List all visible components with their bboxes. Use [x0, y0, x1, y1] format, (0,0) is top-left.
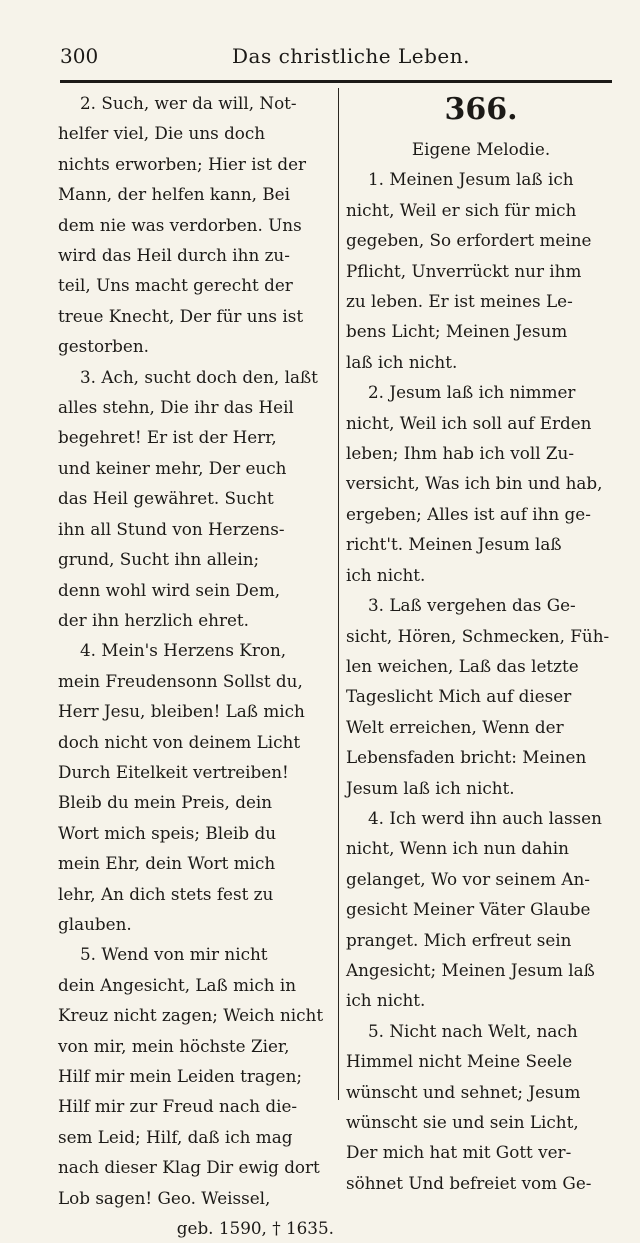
verse-line: Jesum laß ich nicht. [346, 777, 515, 798]
verse-line: alles stehn, Die ihr das Heil [58, 397, 294, 418]
stanza-3 [58, 362, 334, 636]
verse-line: leben; Ihm hab ich voll Zu- [346, 443, 575, 464]
hymn-number: 366. [444, 92, 518, 127]
verse-line: versicht, Was ich bin und hab, [346, 473, 603, 494]
verse-line: nicht, Weil er sich für mich [346, 199, 577, 220]
verse-line: Welt erreichen, Wenn der [346, 716, 564, 737]
verse-line: richt't. Meinen Jesum laß [346, 534, 562, 555]
verse-line: ich nicht. [346, 990, 426, 1011]
verse-line: zu leben. Er ist meines Le- [346, 291, 573, 312]
verse-line: len weichen, Laß das letzte [346, 655, 579, 676]
stanza-2 [58, 88, 334, 362]
verse-line: grund, Sucht ihn allein; [58, 549, 260, 570]
stanza-1 [346, 164, 616, 377]
verse-line: Wort mich speis; Bleib du [58, 822, 277, 843]
verse-line: mein Freudensonn Sollst du, [58, 670, 303, 691]
verse-line: nach dieser Klag Dir ewig dort [58, 1157, 320, 1178]
verse-line: 3. Laß vergehen das Ge- [368, 595, 576, 616]
column-divider [338, 88, 339, 1100]
verse-line: das Heil gewähret. Sucht [58, 488, 274, 509]
verse-line: sicht, Hören, Schmecken, Füh- [346, 625, 610, 646]
verse-line: 4. Ich werd ihn auch lassen [368, 807, 602, 828]
verse-line: dem nie was verdorben. Uns [58, 214, 302, 235]
verse-line: Kreuz nicht zagen; Weich nicht [58, 1005, 324, 1026]
verse-line: 5. Wend von mir nicht [80, 944, 268, 965]
verse-line: helfer viel, Die uns doch [58, 123, 266, 144]
verse-line: laß ich nicht. [346, 351, 458, 372]
verse-line: und keiner mehr, Der euch [58, 457, 287, 478]
page-header [60, 44, 612, 80]
stanza-2 [346, 377, 616, 590]
verse-line: Mann, der helfen kann, Bei [58, 184, 290, 205]
verse-line: söhnet Und befreiet vom Ge- [346, 1172, 592, 1193]
stanza-4 [346, 803, 616, 1016]
verse-line: 1. Meinen Jesum laß ich [368, 169, 574, 190]
verse-line: gegeben, So erfordert meine [346, 230, 592, 251]
author-dates: geb. 1590, † 1635. [176, 1218, 334, 1239]
verse-line: Tageslicht Mich auf dieser [346, 686, 572, 707]
running-title: Das christliche Leben. [232, 44, 470, 68]
verse-line: sem Leid; Hilf, daß ich mag [58, 1126, 293, 1147]
verse-line: ich nicht. [346, 564, 426, 585]
verse-line: gesicht Meiner Väter Glaube [346, 899, 591, 920]
verse-line: nichts erworben; Hier ist der [58, 153, 307, 174]
verse-line: nicht, Weil ich soll auf Erden [346, 412, 592, 433]
verse-line: gestorben. [58, 336, 149, 357]
verse-line: doch nicht von deinem Licht [58, 731, 301, 752]
verse-line: Bleib du mein Preis, dein [58, 792, 273, 813]
stanza-5 [58, 939, 334, 1213]
verse-line: 2. Jesum laß ich nimmer [368, 382, 576, 403]
verse-line: 2. Such, wer da will, Not- [80, 93, 297, 113]
verse-line: teil, Uns macht gerecht der [58, 275, 293, 296]
verse-line: Hilf mir zur Freud nach die- [58, 1096, 298, 1117]
verse-line: pranget. Mich erfreut sein [346, 929, 572, 950]
verse-line: Pflicht, Unverrückt nur ihm [346, 260, 582, 281]
left-column [58, 88, 334, 1243]
verse-line: Hilf mir mein Leiden tragen; [58, 1066, 303, 1086]
verse-line: glauben. [58, 913, 132, 934]
verse-line: wünscht sie und sein Licht, [346, 1112, 579, 1132]
header-rule [60, 80, 612, 83]
stanza-5 [346, 1016, 616, 1198]
melody-note: Eigene Melodie. [411, 139, 551, 159]
verse-line: lehr, An dich stets fest zu [58, 883, 274, 904]
page-number: 300 [60, 44, 99, 68]
verse-line: begehret! Er ist der Herr, [58, 427, 277, 448]
verse-line: von mir, mein höchste Zier, [58, 1035, 290, 1056]
verse-line: wünscht und sehnet; Jesum [346, 1081, 581, 1102]
verse-line: nicht, Wenn ich nun dahin [346, 838, 569, 859]
stanza-4 [58, 635, 334, 939]
verse-line: Durch Eitelkeit vertreiben! [58, 761, 289, 782]
verse-line: treue Knecht, Der für uns ist [58, 305, 304, 326]
verse-line: 4. Mein's Herzens Kron, [80, 640, 287, 661]
verse-line: ihn all Stund von Herzens- [58, 518, 285, 539]
verse-line: wird das Heil durch ihn zu- [58, 245, 290, 266]
verse-line: Der mich hat mit Gott ver- [346, 1142, 572, 1163]
verse-line: Angesicht; Meinen Jesum laß [346, 959, 595, 980]
verse-line: denn wohl wird sein Dem, [58, 579, 281, 600]
verse-line: Himmel nicht Meine Seele [346, 1051, 573, 1072]
verse-line: Lob sagen! Geo. Weissel, [58, 1187, 271, 1208]
verse-line: der ihn herzlich ehret. [58, 609, 249, 630]
verse-line: mein Ehr, dein Wort mich [58, 853, 276, 874]
verse-line: Herr Jesu, bleiben! Laß mich [58, 701, 305, 722]
verse-line: gelanget, Wo vor seinem An- [346, 868, 590, 889]
verse-line: 3. Ach, sucht doch den, laßt [80, 366, 318, 387]
verse-line: 5. Nicht nach Welt, nach [368, 1020, 578, 1041]
verse-line: Lebensfaden bricht: Meinen [346, 747, 587, 768]
verse-line: ergeben; Alles ist auf ihn ge- [346, 503, 591, 524]
stanza-3 [346, 590, 616, 803]
verse-line: bens Licht; Meinen Jesum [346, 321, 568, 342]
right-column [346, 88, 616, 1198]
verse-line: dein Angesicht, Laß mich in [58, 974, 297, 995]
